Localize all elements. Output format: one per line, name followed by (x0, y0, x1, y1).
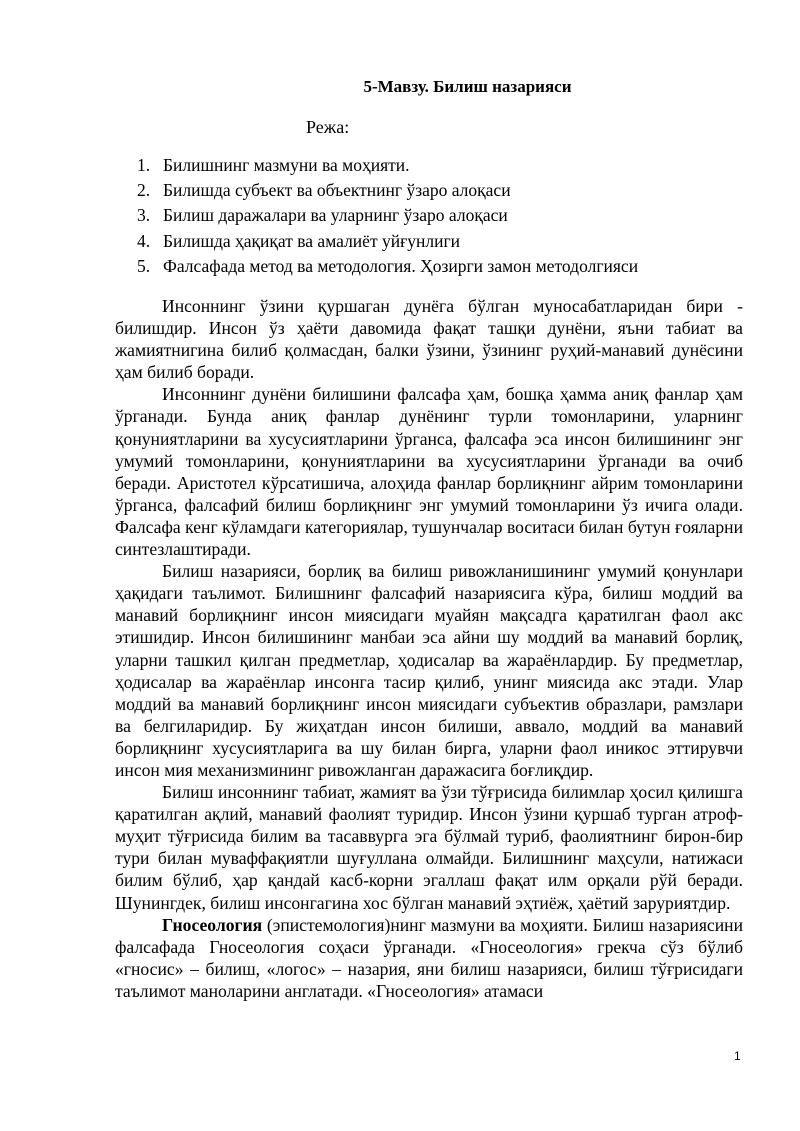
list-item-number: 5. (137, 255, 151, 276)
paragraph-text: (эпистемология)нинг мазмуни ва моҳияти. Билиш назариясини фалсафада Гносеология соҳаси ўрганади. «Гносеология» грекча сўз бўлиб «гносис» – билиш, «логос» – назария, яни билиш назарияси, билиш тўғрисидаги таълимот маноларини англатади. «Гносеология» атамаси (115, 914, 743, 1001)
list-item-text: Билишда субъект ва объектнинг ўзаро алоқаси (163, 180, 511, 201)
paragraph: Инсоннинг ўзини қуршаган дунёга бўлган муносабатларидан бири - билишдир. Инсон ўз ҳаёти давомида фақат ташқи дунёни, яъни табиат ва жамиятнигина билиб қолмасдан, балки ўзини, ўзининг руҳий-манавий дунёсини ҳам билиб боради. (115, 296, 743, 383)
document-title: 5-Мавзу. Билиш назарияси (363, 77, 572, 96)
list-item (137, 153, 638, 178)
list-item (137, 229, 638, 254)
paragraph (115, 914, 743, 1002)
list-item-number: 4. (137, 230, 151, 251)
list-item (137, 254, 638, 279)
list-item-text: Билиш даражалари ва уларнинг ўзаро алоқаси (163, 205, 508, 226)
page-number: 1 (734, 1049, 741, 1063)
paragraph: Билиш инсоннинг табиат, жамият ва ўзи тўғрисида билимлар ҳосил қилишга қаратилган ақлий, манавий фаолият туридир. Инсон ўзини қуршаб турган атроф-муҳит тўғрисида билим ва тасаввурга эга бўлмай туриб, фаолиятнинг бирон-бир тури билан муваффақиятли шуғуллана олмайди. Билишнинг маҳсули, натижаси билим бўлиб, ҳар қандай касб-корни эгаллаш фақат илм орқали рўй беради. Шунингдек, билиш инсонгагина хос бўлган манавий эҳтиёж, ҳаётий заруриятдир. (115, 782, 743, 913)
list-item (137, 203, 638, 228)
list-item (137, 178, 638, 203)
body-text (115, 295, 743, 1002)
paragraph: Инсоннинг дунёни билишини фалсафа ҳам, бошқа ҳамма аниқ фанлар ҳам ўрганади. Бунда аниқ фанлар дунёнинг турли томонларини, уларнинг қонуниятларини ва хусусиятларини ўрганса, фалсафа эса инсон билишининг энг умумий томонларини, қонуниятларини ва хусусиятларини ўрганади ва очиб беради. Аристотел кўрсатишича, алоҳида фанлар борлиқнинг айрим томонларини ўрганса, фалсафий билиш борлиқнинг энг умумий томонларини ўз ичига олади. Фалсафа кенг кўламдаги категориялар, тушунчалар воситаси билан бутун ғояларни синтезлаштиради. (115, 384, 743, 560)
paragraph: Билиш назарияси, борлиқ ва билиш ривожланишининг умумий қонунлари ҳақидаги таълимот. Билишнинг фалсафий назариясига кўра, билиш моддий ва манавий борлиқнинг инсон миясидаги муайян мақсадга қаратилган фаол акс этишидир. Инсон билишининг манбаи эса айни шу моддий ва манавий борлиқ, уларни ташкил қилган предметлар, ҳодисалар ва жараёнлардир. Бу предметлар, ҳодисалар ва жараёнлар инсонга тасир қилиб, унинг миясида акс этади. Улар моддий ва манавий борлиқнинг инсон миясидаги субъектив образлари, рамзлари ва белгиларидир. Бу жиҳатдан инсон билиши, аввало, моддий ва манавий борлиқнинг хусусиятларига ва шу билан бирга, уларни фаол иникос эттирувчи инсон мия механизмининг ривожланган даражасига боғлиқдир. (115, 561, 743, 780)
list-item-number: 1. (137, 155, 151, 175)
list-item-text: Фалсафада метод ва методология. Ҳозирги замон методолгияси (163, 255, 639, 276)
plan-heading: Режа: (306, 117, 350, 137)
plan-list (137, 153, 638, 279)
bold-term: Гносеология (162, 914, 263, 935)
list-item-number: 2. (137, 180, 151, 201)
list-item-text: Билишда ҳақиқат ва амалиёт уйғунлиги (163, 230, 461, 251)
list-item-number: 3. (137, 205, 151, 226)
list-item-text: Билишнинг мазмуни ва моҳияти. (163, 155, 410, 175)
